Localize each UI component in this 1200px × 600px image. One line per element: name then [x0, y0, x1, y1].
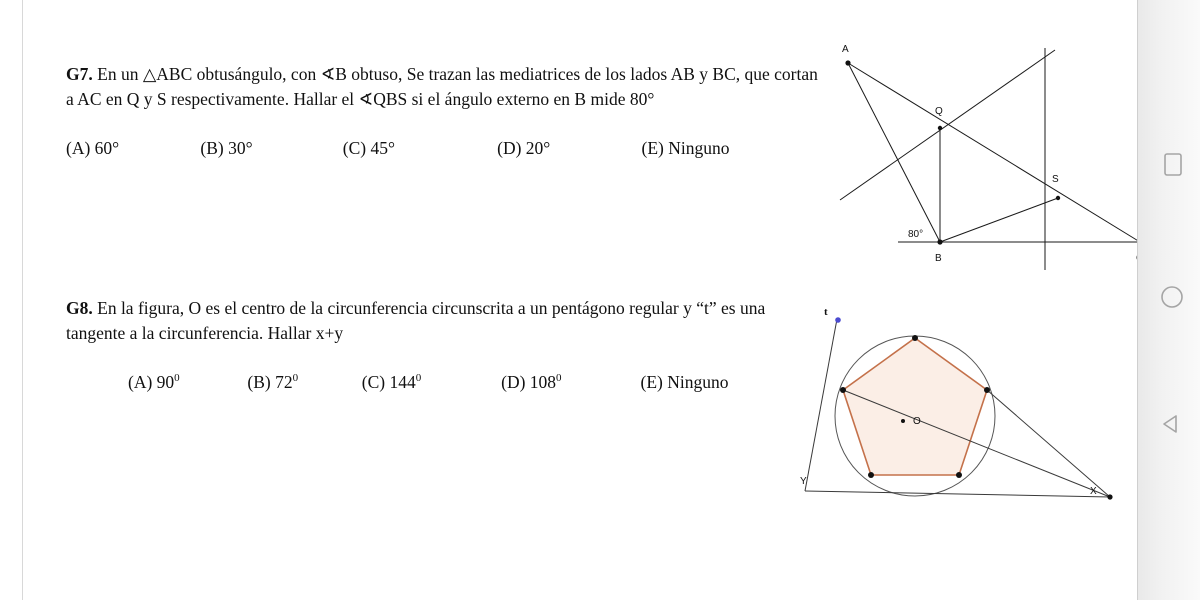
- line-yx: [805, 491, 1110, 497]
- choice-g7-a[interactable]: [66, 138, 196, 159]
- choice-g8-b-tag: (B): [247, 371, 271, 392]
- pentagon-vertex-right: [984, 387, 990, 393]
- line-to-x: [987, 390, 1110, 497]
- choice-g7-b-tag: (B): [200, 137, 224, 158]
- figure-g7: [830, 30, 1160, 280]
- choice-g8-e-tag: (E): [640, 371, 663, 392]
- choice-g7-c-value: 45°: [370, 137, 395, 158]
- problem-g7: [66, 62, 826, 159]
- pentagon-vertex-bottom-right: [956, 472, 962, 478]
- figure-g8: [780, 296, 1130, 526]
- pentagon-vertex-left: [840, 387, 846, 393]
- point-a: [845, 60, 850, 65]
- choice-g8-e[interactable]: [641, 372, 729, 393]
- label-a: A: [842, 44, 849, 55]
- choice-g8-c[interactable]: [362, 372, 497, 393]
- label-b: B: [935, 253, 942, 264]
- segment-ac: [848, 63, 1140, 242]
- problem-g7-text: En un △ABC obtusángulo, con ∢B obtuso, Se trazan las mediatrices de los lados AB y BC, que cortan a AC en Q y S respectivamente. Hallar el ∢QBS si el ángulo externo en B mide 80°: [66, 64, 818, 109]
- choice-g8-a-tag: (A): [128, 371, 153, 392]
- choice-g7-c-tag: (C): [342, 137, 367, 158]
- label-t: t: [824, 306, 828, 318]
- choice-g7-e-value: Ninguno: [668, 137, 730, 158]
- label-angle-80: 80°: [908, 229, 924, 240]
- segment-bs: [940, 198, 1058, 242]
- choice-g8-a-exp: 0: [174, 371, 180, 384]
- point-b: [937, 239, 942, 244]
- choice-g8-c-value: 144: [389, 371, 416, 392]
- point-s: [1056, 196, 1060, 200]
- choice-g7-b-value: 30°: [228, 137, 253, 158]
- choice-g7-d-tag: (D): [497, 137, 522, 158]
- label-x: X: [1090, 486, 1097, 497]
- choice-g8-d-value: 108: [529, 371, 557, 392]
- choice-g8-d[interactable]: [501, 372, 636, 393]
- choice-g8-c-exp: 0: [415, 371, 422, 384]
- point-o: [901, 419, 905, 423]
- choice-g8-b[interactable]: [247, 372, 357, 393]
- choice-g8-b-value: 72: [275, 371, 293, 392]
- choice-g7-e[interactable]: [642, 138, 730, 159]
- problem-g7-statement: [66, 62, 826, 112]
- choice-g7-a-tag: (A): [66, 137, 91, 158]
- choice-g7-b[interactable]: [200, 138, 338, 159]
- choice-g7-d[interactable]: [497, 138, 637, 159]
- label-q: Q: [935, 106, 943, 117]
- label-o: O: [913, 416, 921, 427]
- choice-g8-e-value: Ninguno: [667, 371, 729, 392]
- problem-g8-statement: [66, 296, 766, 346]
- problem-g8-number: G8.: [66, 298, 93, 318]
- play-back-icon[interactable]: [1160, 412, 1184, 436]
- segment-ab: [848, 63, 940, 242]
- choice-g7-e-tag: (E): [641, 137, 664, 158]
- mediatriz-ab: [840, 50, 1055, 200]
- pentagon-vertex-top: [912, 335, 918, 341]
- choice-g8-c-tag: (C): [361, 371, 386, 392]
- pentagon-vertex-bottom-left: [868, 472, 874, 478]
- figure-g7-svg: [830, 30, 1160, 280]
- tangent-line-t: [805, 319, 837, 491]
- problem-g8-choices: [128, 372, 766, 393]
- choice-g7-d-value: 20°: [525, 137, 551, 158]
- point-x: [1107, 494, 1112, 499]
- choice-g8-d-tag: (D): [501, 371, 526, 392]
- choice-g7-c[interactable]: [343, 138, 493, 159]
- choice-g8-d-exp: 0: [556, 371, 562, 384]
- problem-g7-choices: [66, 138, 826, 159]
- choice-g7-a-value: 60°: [94, 137, 120, 158]
- left-margin-rule: [22, 0, 23, 600]
- problem-g8-text: En la figura, O es el centro de la circunferencia circunscrita a un pentágono regular y “t” es una tangente a la circunferencia. Hallar x+y: [66, 298, 766, 343]
- problem-g7-number: G7.: [66, 64, 93, 84]
- choice-g8-a-value: 90: [156, 371, 175, 392]
- choice-g8-a[interactable]: [128, 372, 243, 393]
- circle-icon[interactable]: [1160, 285, 1184, 309]
- tangent-point-marker: [835, 317, 841, 323]
- figure-g8-svg: [780, 296, 1130, 526]
- note-icon[interactable]: [1162, 152, 1184, 178]
- choice-g8-b-exp: 0: [292, 371, 299, 384]
- label-y: Y: [800, 476, 807, 487]
- point-q: [938, 126, 942, 130]
- regular-pentagon: [843, 338, 987, 475]
- label-s: S: [1052, 174, 1059, 185]
- problem-g8: [66, 296, 766, 393]
